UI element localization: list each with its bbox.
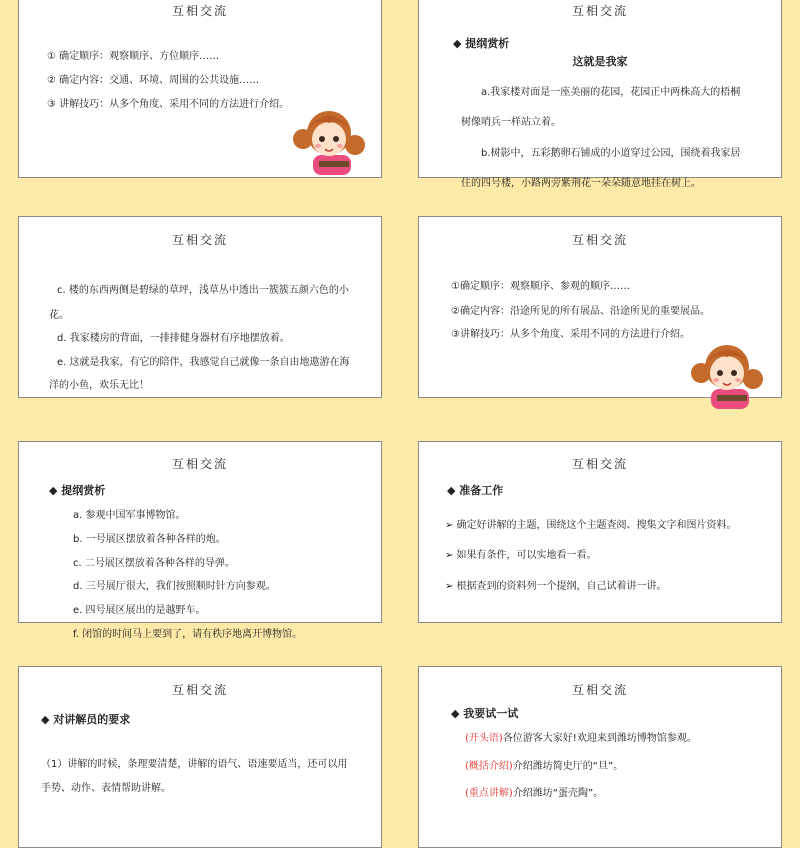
list-item: ②确定内容：沿途所见的所有展品、沿途所见的重要展品。 — [451, 306, 710, 317]
list-item: ② 确定内容：交通、环境、周围的公共设施…… — [47, 75, 260, 86]
slide-8 — [418, 666, 782, 848]
script-row — [465, 729, 697, 744]
row-text: 介绍潍坊“蛋壳陶”。 — [512, 788, 604, 799]
slide-title: 互相交流 — [171, 233, 228, 247]
section-heading: ◆ 对讲解员的要求 — [41, 713, 131, 726]
row-tag: (重点讲解) — [465, 788, 513, 799]
slide-title: 互相交流 — [571, 4, 628, 18]
paragraph-line: d. 我家楼房的背面，一排排健身器材有序地摆放着。 — [57, 333, 290, 344]
paragraph-line: （1）讲解的时候，条理要清楚，讲解的语气、语速要适当，还可以用 — [41, 759, 348, 770]
row-text: 介绍潍坊简史厅的“旦”。 — [512, 761, 624, 772]
section-heading: ◆ 我要试一试 — [451, 707, 519, 720]
slide-title: 互相交流 — [571, 457, 628, 471]
list-item: b. 一号展区摆放着各种各样的炮。 — [73, 534, 226, 545]
paragraph-line: 洋的小鱼，欢乐无比！ — [49, 380, 149, 391]
section-heading: ◆ 准备工作 — [447, 484, 504, 497]
paragraph-line: e. 这就是我家，有它的陪伴，我感觉自己就像一条自由地遨游在海 — [57, 357, 350, 368]
list-item: e. 四号展区展出的是越野车。 — [73, 605, 206, 616]
list-item: ① 确定顺序：观察顺序、方位顺序…… — [47, 51, 220, 62]
list-item: ③讲解技巧：从多个角度、采用不同的方法进行介绍。 — [451, 329, 690, 340]
section-heading: ◆ 提纲赏析 — [49, 484, 106, 497]
paragraph-line: b.树影中，五彩鹅卵石铺成的小道穿过公园，围绕着我家居 — [481, 148, 741, 159]
list-item: ③ 讲解技巧：从多个角度、采用不同的方法进行介绍。 — [47, 99, 290, 110]
list-item: f. 闭馆的时间马上要到了，请有秩序地离开博物馆。 — [73, 629, 303, 640]
slide-7 — [18, 666, 382, 848]
slide-5 — [18, 441, 382, 640]
slide-3 — [18, 216, 382, 398]
list-item: c. 二号展区摆放着各种各样的导弹。 — [73, 558, 235, 569]
list-item: ①确定顺序：观察顺序、参观的顺序…… — [451, 281, 630, 292]
row-tag: (概括介绍) — [465, 761, 513, 772]
paragraph-line: c. 楼的东西两侧是碧绿的草坪，浅草丛中透出一簇簇五颜六色的小 — [57, 285, 349, 296]
girl-illustration — [689, 333, 767, 409]
script-row — [465, 757, 623, 772]
slide-title: 互相交流 — [171, 457, 228, 471]
paragraph-line: 树像哨兵一样站立着。 — [461, 117, 561, 128]
slide-1 — [18, 0, 382, 178]
slide-title: 互相交流 — [571, 233, 628, 247]
section-heading: ◆ 提纲赏析 — [453, 37, 510, 50]
paragraph-line: 住的四号楼，小路两旁紫荆花一朵朵随意地挂在树上。 — [461, 178, 701, 189]
list-item: a. 参观中国军事博物馆。 — [73, 510, 186, 521]
slide-title: 互相交流 — [171, 683, 228, 697]
list-item: ➢ 如果有条件，可以实地看一看。 — [445, 550, 597, 561]
paragraph-line: a.我家楼对面是一座美丽的花园，花园正中两株高大的梧桐 — [481, 87, 741, 98]
list-item: ➢ 根据查到的资料列一个提纲，自己试着讲一讲。 — [445, 581, 667, 592]
slide-4 — [418, 216, 782, 398]
slide-title: 互相交流 — [571, 683, 628, 697]
row-tag: (开头语) — [465, 733, 503, 744]
paragraph-line: 手势、动作、表情帮助讲解。 — [41, 783, 171, 794]
paragraph-line: 花。 — [49, 310, 69, 321]
row-text: 各位游客大家好!欢迎来到潍坊博物馆参观。 — [502, 733, 697, 744]
list-item: d. 三号展厅很大，我们按照顺时针方向参观。 — [73, 581, 276, 592]
girl-illustration — [291, 99, 369, 175]
slide-2 — [418, 0, 782, 189]
script-row — [465, 784, 603, 799]
list-item: ➢ 确定好讲解的主题，围绕这个主题查阅、搜集文字和图片资料。 — [445, 520, 737, 531]
slide-6 — [418, 441, 782, 623]
slide-title: 互相交流 — [171, 4, 228, 18]
subtitle: 这就是我家 — [572, 55, 628, 68]
